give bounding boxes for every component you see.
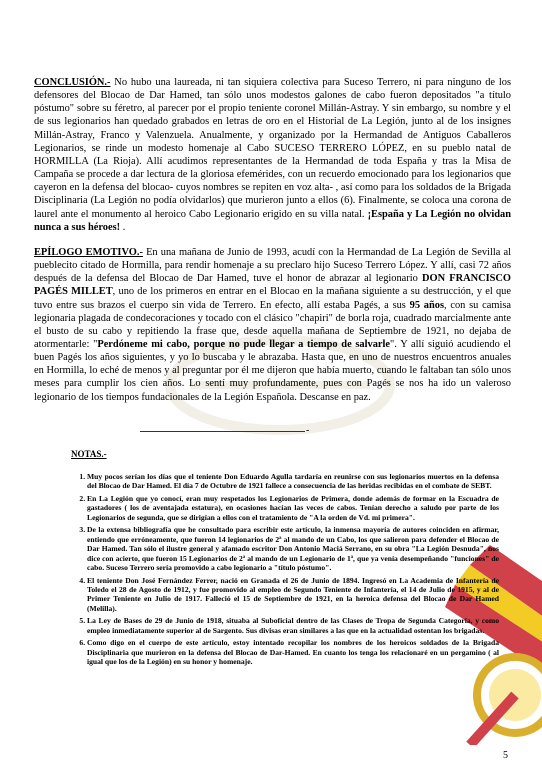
main-text xyxy=(34,76,511,404)
text-run: No hubo una laureada, ni tan siquiera colectiva para Suceso Terrero, ni para ninguno de los defensores del Blocao de Dar Hamed, tan sólo unos modestos galones de cabo fueron depositados "a título póstumo" sobre su féretro, al parecer por el propio teniente coronel Millán-Astray. Y sin embargo, su nombre y el de sus legionarios han quedado grabados en letras de oro en el Historial de La Legión, junto al de los insignes Millán-Astray, Franco y Valenzuela. Anualmente, y organizado por la Hermandad de Antiguos Caballeros Legionarios, se rinde un modesto homenaje al Cabo xyxy=(34,77,511,154)
text-run: . xyxy=(120,221,126,233)
text-run: En una mañana de Junio de 1993, acudí con la Hermandad de La Legión de Sevilla al pueblecito citado de Hormilla, para rendir homenaje a su preclaro hijo Suceso Terrero López. Y allí, casi 72 años después de la defensa del Blocao de Dar Hamed, tuve el honor de abrazar al legionario xyxy=(34,246,512,285)
page-number: 5 xyxy=(503,750,508,761)
notes-title: NOTAS.- xyxy=(71,449,107,459)
bold-text: ¡España y La Legión no olvidan nunca a sus héroes! xyxy=(34,208,511,233)
epilogue-paragraph xyxy=(34,246,511,404)
bold-text: DON FRANCISCO PAGÉS MILLET xyxy=(34,273,511,298)
text-run: , uno de los primeros en entrar en el Blocao en la mañana siguiente a su destrucción, y el que tuvo entre sus brazos el cuerpo sin vida de Terrero. En efecto, allí estaba Pagés, a sus xyxy=(34,286,511,311)
conclusion-paragraph xyxy=(34,76,511,234)
separator-dash: - xyxy=(306,425,310,436)
epilogue-heading: EPÍLOGO EMOTIVO.- xyxy=(34,246,143,258)
bold-text: SUCESO TERRERO LÓPEZ xyxy=(274,142,405,154)
note-item: 2. En La Legión que yo conocí, eran muy respetados los Legionarios de Primera, donde además de formar en la Escuadra de gastadores ( los de aventajada estatura), en ocasiones hacían las veces de cabos. Tenían derecho a saludo por parte de los Legionarios de segunda, que se dirigían a ellos con el tratamiento de "A la orden de Vd. mi primera". xyxy=(87,494,499,522)
note-item: 5. La Ley de Bases de 29 de Junio de 1918, situaba al Suboficial dentro de las Clases de Tropa de Segunda Categoría, y como empleo inmediatamente superior al de Sargento. Sus divisas eran similares a las que en la actualidad ostentan los brigadas. xyxy=(87,616,499,635)
note-item: 4. El teniente Don José Fernández Ferrer, nació en Granada el 26 de Junio de 1894. Ingresó en La Academia de Infantería de Toledo el 28 de Agosto de 1912, y fue promovido al empleo de Segundo Teniente de Infantería, el 14 de Julio de 1915, y al de Primer Teniente en Julio de 1917. Falleció el 15 de Septiembre de 1921, en la heroica defensa del Blocao de Dar Hamed (Melilla). xyxy=(87,576,499,614)
text-run: , con su camisa legionaria plagada de condecoraciones y tocado con el clásico "chapiri" de borla roja, cuadrado marcialmente ante el busto de su cabo y repitiendo la frase que, desde aquella mañana de Septiembre de 1921, no dejaba de atormentarle: " xyxy=(34,299,511,350)
note-item: 3. De la extensa bibliografía que he consultado para escribir este artículo, la inmensa mayoría de autores coinciden en afirmar, entiendo que erróneamente, que fueron 14 legionarios de 2ª al mando de un Cabo, los que salieron para defender el Blocao de Dar Hamed. Tan sólo el ilustre general y afamado escritor Don Antonio Maciá Serrano, en su obra "La Legión Desnuda", nos dice con acierto, que fueron 15 Legionarios de 2ª al mando de un Legionario de 1ª, que ya venía desempeñando "funciones" de cabo. Suceso Terrero sería promovido a cabo legionario a "título póstumo". xyxy=(87,525,499,572)
separator-line xyxy=(140,431,305,432)
conclusion-heading: CONCLUSIÓN.- xyxy=(34,77,111,88)
bold-text: 95 años xyxy=(409,299,444,311)
text-run: ". Y allí siguió acudiendo el buen Pagés los años siguientes, y yo lo buscaba y le abrazaba. Hasta que, en uno de nuestros encuentros anuales en Hormilla, lo eché de menos y al preguntar por él me dijeron que había muerto, cuando le faltaban tan sólo unos meses para cumplir los cien años. Lo sentí muy profundamente, pues con Pagés se nos ha ido un valeroso legionario de los tiempos fundacionales de la Legión Española. Descanse en paz. xyxy=(34,338,512,403)
bold-text: Perdóneme mi cabo, porque no pude llegar a tiempo de salvarle xyxy=(97,338,391,350)
text-run: (La Rioja). Allí acudimos representantes de la Hermandad de toda España y tras la Misa de Campaña se procede a dar lectura de la gloriosa efemérides, con un recuerdo emocionado para los legionarios que cayeron en la defensa del blocao- cuyos nombres se repiten en voz alta- , así como para los soldados de la Brigada Disciplinaria (La Legión no podía olvidarlos) que murieron junto a ellos (6). Finalmente, se coloca una corona de laurel ante el monumento al heroico Cabo Legionario erigido en su villa natal. xyxy=(34,155,511,220)
text-run: , en su pueblo natal de xyxy=(404,142,511,154)
bold-text: HORMILLA xyxy=(34,155,89,167)
note-item: 6. Como digo en el cuerpo de este artículo, estoy intentado recopilar los nombres de los heroicos soldados de la Brigada Disciplinaria que murieron en la defensa del Blocao de Dar-Hamed. En cuanto los tenga los relacionaré en un pergamino ( al igual que los de la Legión) en su honor y homenaje. xyxy=(87,638,499,666)
note-item: 1. Muy pocos serían los días que el teniente Don Eduardo Agulla tardaría en reunirse con sus legionarios muertos en la defensa del Blocao de Dar Hamed. El día 7 de Octubre de 1921 fallece a consecuencia de las heridas recibidas en el combate de SEBT. xyxy=(87,472,499,491)
notes-list xyxy=(70,472,499,670)
